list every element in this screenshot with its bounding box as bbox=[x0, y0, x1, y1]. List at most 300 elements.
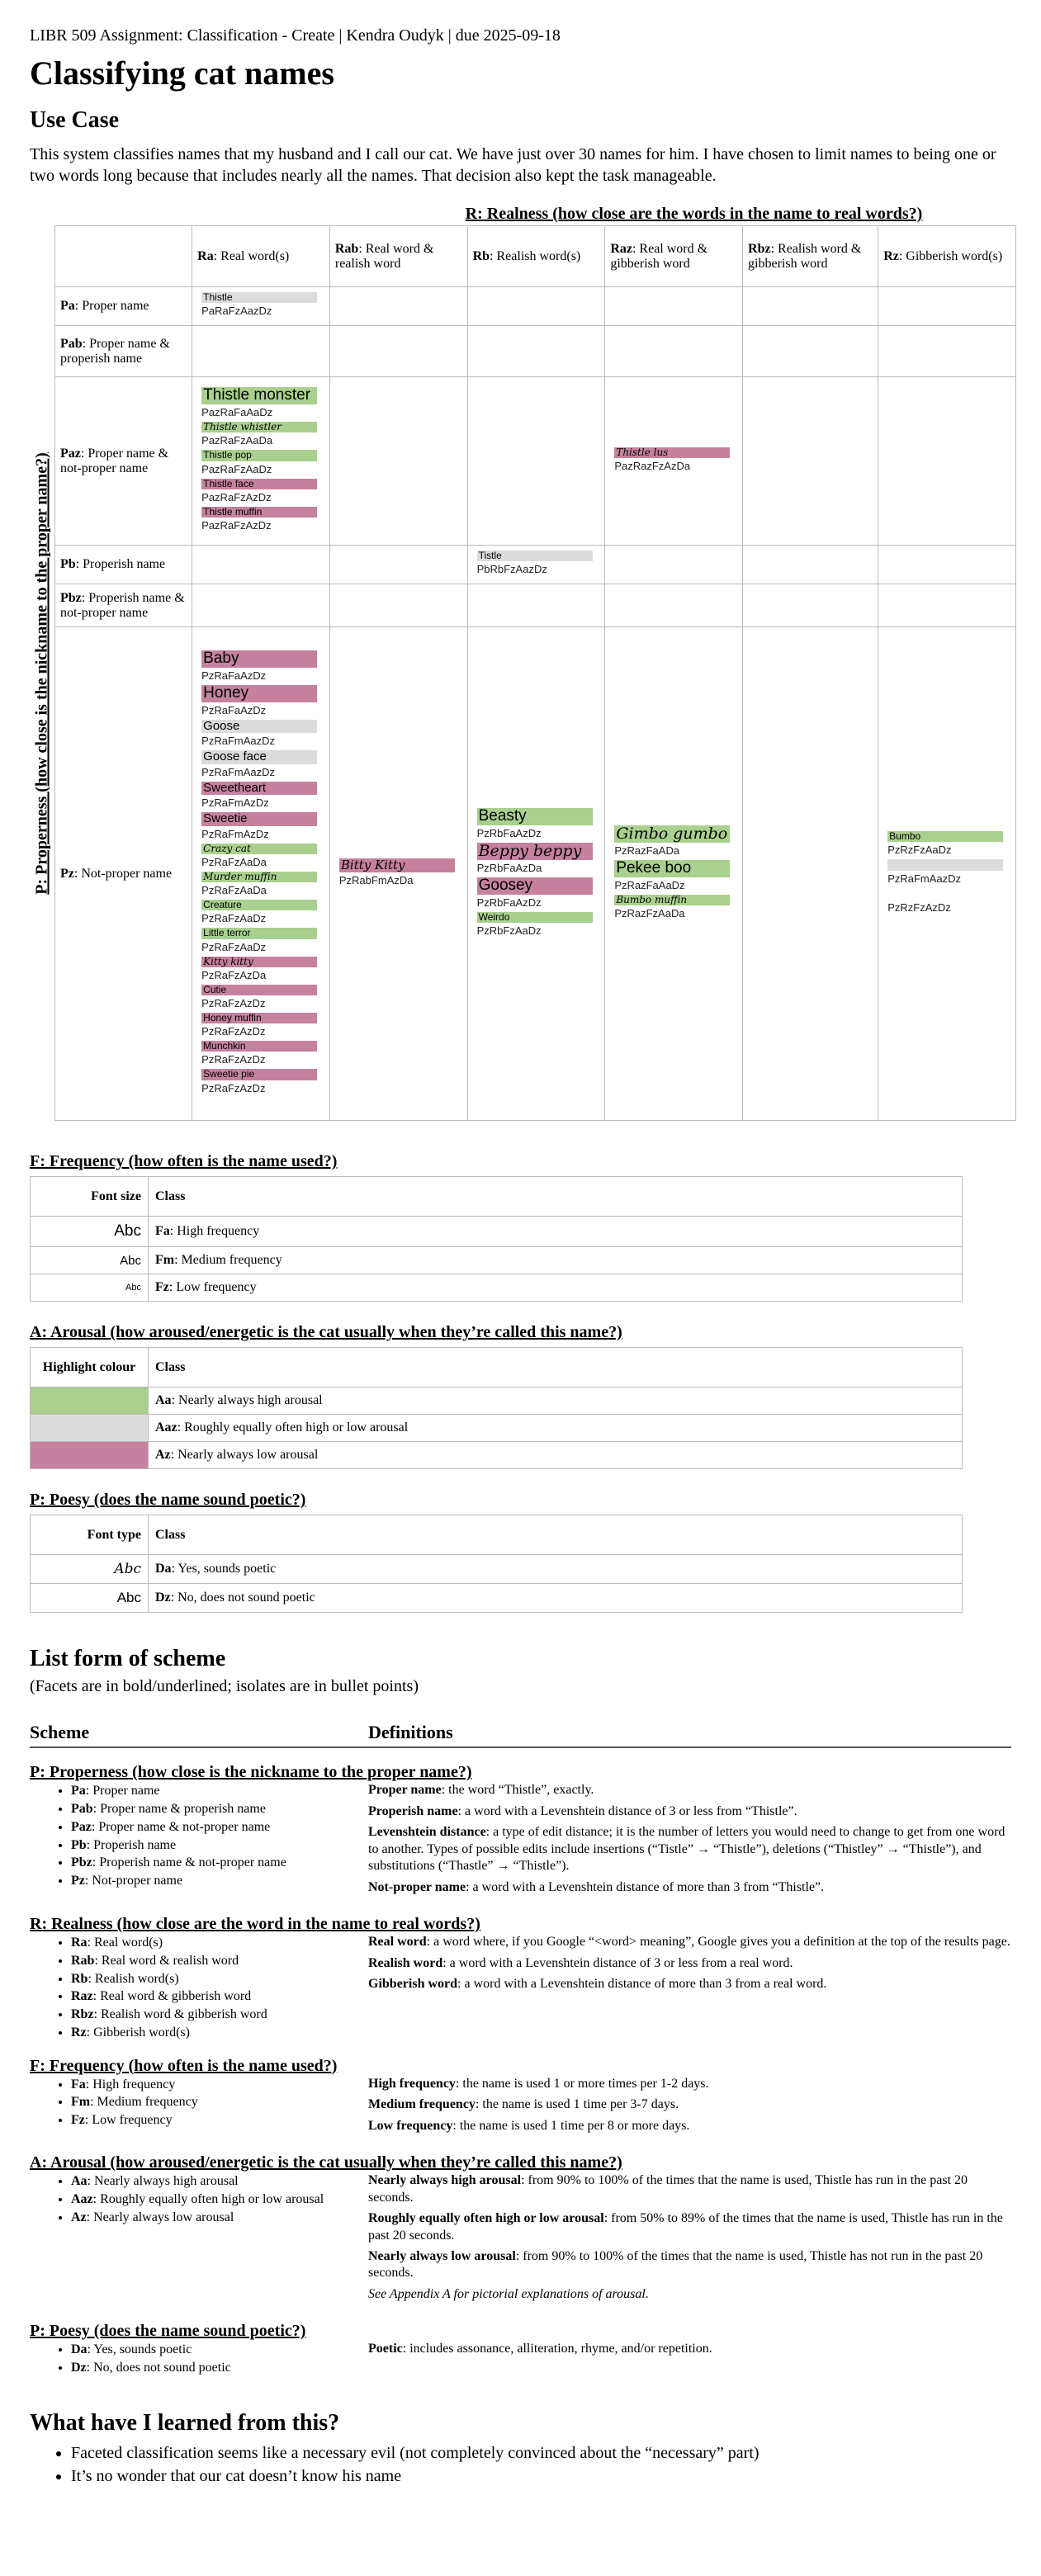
name-entry bbox=[201, 1069, 317, 1094]
name-code: PzRbFaAzDz bbox=[476, 826, 542, 839]
name-entry bbox=[201, 812, 317, 840]
name-code: PazRazFzAzDa bbox=[614, 459, 691, 472]
name-entry bbox=[201, 985, 317, 1009]
class-text: : Nearly always high arousal bbox=[171, 1393, 323, 1408]
grid-cell bbox=[329, 546, 467, 584]
grid-cell bbox=[467, 326, 605, 377]
class-code: Aa bbox=[155, 1393, 172, 1408]
cat-name: Kitty kitty bbox=[201, 957, 317, 967]
definition-text: : a word with a Levenshtein distance of more than 3 from “Thistle”. bbox=[466, 1879, 825, 1894]
name-code: PzRaFzAaDa bbox=[201, 884, 267, 897]
grid-cell bbox=[878, 627, 1016, 1121]
definition-term: Not-proper name bbox=[368, 1879, 466, 1894]
definition-term: Properish name bbox=[368, 1803, 458, 1818]
col-label: : Gibberish word(s) bbox=[898, 248, 1003, 263]
definition-text: : from 90% to 100% of the times that the name is used, Thistle has run in the past 20 seconds. bbox=[368, 2173, 968, 2205]
name-code: PzRaFzAzDz bbox=[201, 997, 266, 1010]
list-form-body bbox=[30, 1763, 1011, 2377]
row-header bbox=[55, 584, 192, 627]
isolate-item bbox=[71, 2191, 368, 2209]
name-entry bbox=[201, 387, 317, 418]
name-code: PzRzFzAzDz bbox=[887, 900, 951, 914]
frequency-legend bbox=[30, 1152, 1011, 1302]
name-entry bbox=[477, 877, 593, 909]
name-entry bbox=[201, 720, 317, 748]
definition-term: Roughly equally often high or low arousal bbox=[368, 2211, 604, 2226]
name-entry bbox=[201, 292, 317, 317]
isolate-item bbox=[71, 2341, 368, 2359]
name-code: PzRaFzAzDz bbox=[201, 1025, 266, 1038]
col-code: Rb bbox=[472, 248, 490, 263]
name-entry bbox=[887, 888, 1003, 914]
cat-name: Thistle bbox=[201, 292, 317, 303]
definition bbox=[368, 2210, 1011, 2244]
page-title: Classifying cat names bbox=[30, 54, 334, 92]
grid-cell bbox=[192, 546, 330, 584]
definition bbox=[368, 1934, 1011, 1950]
isolate-label: : Properish name & not-proper name bbox=[92, 1855, 286, 1870]
cat-name: Crazy cat bbox=[201, 844, 317, 854]
isolate-item bbox=[71, 2209, 368, 2227]
definition bbox=[368, 2286, 1011, 2303]
name-code: PzRaFzAaDa bbox=[201, 856, 267, 869]
isolate-label: : Low frequency bbox=[84, 2113, 173, 2128]
cat-name: Tistle bbox=[477, 551, 593, 561]
arousal-legend-table bbox=[30, 1347, 963, 1469]
isolate-label: : Gibberish word(s) bbox=[86, 2025, 190, 2040]
definition-list bbox=[368, 2341, 1011, 2377]
isolate-code: Da bbox=[71, 2342, 88, 2357]
cat-name: Honey bbox=[201, 685, 317, 702]
name-entry bbox=[477, 912, 593, 937]
definition bbox=[368, 1955, 1011, 1972]
isolate-code: Rz bbox=[71, 2025, 87, 2040]
definition bbox=[368, 2341, 1011, 2357]
cat-name: Goosey bbox=[477, 877, 593, 895]
grid-cell bbox=[878, 546, 1016, 584]
name-code: PzRazFzAaDa bbox=[614, 906, 685, 919]
learned-list bbox=[30, 2441, 1011, 2488]
isolate-list bbox=[30, 2341, 368, 2377]
cat-name: Bitty Kitty bbox=[339, 858, 455, 872]
assignment-header: LIBR 509 Assignment: Classification - Create | Kendra Oudyk | due 2025-09-18 bbox=[30, 26, 561, 45]
grid-cell bbox=[329, 584, 467, 627]
definition bbox=[368, 1803, 1011, 1820]
isolate-code: Pz bbox=[71, 1874, 85, 1888]
isolate-label: : Not-proper name bbox=[84, 1874, 183, 1888]
definition bbox=[368, 2118, 1011, 2134]
isolate-item bbox=[71, 2111, 368, 2129]
name-code: PzRaFzAaDz bbox=[201, 912, 267, 925]
learned-item: • It’s no wonder that our cat doesn’t know his name bbox=[71, 2465, 1011, 2488]
cat-name: Goose bbox=[201, 720, 317, 734]
grid-cell bbox=[605, 287, 743, 326]
cat-name: Thistle whistler bbox=[201, 422, 317, 432]
use-case-heading: Use Case bbox=[30, 107, 120, 133]
isolate-list bbox=[30, 1934, 368, 2042]
grid-cell bbox=[605, 627, 743, 1121]
legend-head-right: Class bbox=[149, 1348, 963, 1387]
name-code: PzRabFmAzDa bbox=[338, 873, 414, 886]
facet-row bbox=[30, 1782, 1011, 1900]
class-text: : No, does not sound poetic bbox=[170, 1591, 315, 1605]
facet-section bbox=[30, 2153, 1011, 2307]
list-form-subtitle: (Facets are in bold/underlined; isolates are in bullet points) bbox=[30, 1677, 419, 1696]
definition bbox=[368, 1976, 1011, 1992]
name-code: PazRaFzAaDz bbox=[201, 462, 272, 475]
cat-name bbox=[887, 859, 1003, 871]
isolate-label: : High frequency bbox=[85, 2077, 176, 2092]
isolate-label: : Roughly equally often high or low arousal bbox=[92, 2191, 324, 2206]
frequency-legend-table bbox=[30, 1176, 963, 1302]
arousal-legend bbox=[30, 1323, 1011, 1469]
cat-name: Murder muffin bbox=[201, 872, 317, 882]
grid-cell bbox=[467, 287, 605, 326]
name-code: PzRbFzAaDz bbox=[476, 924, 542, 937]
poesy-legend-table bbox=[30, 1515, 963, 1613]
grid-row-pab bbox=[55, 326, 1016, 377]
name-entry bbox=[477, 551, 593, 575]
isolate-item bbox=[71, 1970, 368, 1988]
isolate-item bbox=[71, 1854, 368, 1872]
definition-term: High frequency bbox=[368, 2076, 456, 2091]
isolate-list bbox=[30, 2172, 368, 2307]
arousal-legend-title: A: Arousal (how aroused/energetic is the cat usually when they’re called this name?) bbox=[30, 1323, 622, 1342]
cat-name: Weirdo bbox=[477, 912, 593, 923]
row-header bbox=[55, 377, 192, 546]
definition-term: Medium frequency bbox=[368, 2097, 476, 2112]
isolate-code: Ra bbox=[71, 1936, 88, 1950]
facet-title: R: Realness (how close are the word in the name to real words?) bbox=[30, 1915, 480, 1934]
grid-cell bbox=[329, 326, 467, 377]
definition-text: : includes assonance, alliteration, rhyme, and/or repetition. bbox=[402, 2342, 712, 2356]
learned-heading: What have I learned from this? bbox=[30, 2409, 340, 2436]
definition-text: : the name is used 1 or more times per 1-2 days. bbox=[455, 2076, 709, 2091]
isolate-list bbox=[30, 1782, 368, 1900]
row-header bbox=[55, 326, 192, 377]
isolate-item bbox=[71, 2076, 368, 2094]
isolate-code: Rb bbox=[71, 1971, 88, 1986]
name-entry bbox=[201, 844, 317, 868]
sample-small: Abc bbox=[31, 1274, 149, 1302]
class-code: Fz bbox=[155, 1280, 169, 1295]
isolate-code: Fm bbox=[71, 2095, 91, 2110]
isolate-item bbox=[71, 2172, 368, 2191]
name-code: PzRaFmAazDz bbox=[887, 872, 962, 885]
legend-head-left: Font type bbox=[31, 1515, 149, 1555]
definition-text: : the name is used 1 time per 3-7 days. bbox=[475, 2097, 679, 2112]
name-entry bbox=[201, 1013, 317, 1037]
definition bbox=[368, 1824, 1011, 1874]
row-header bbox=[55, 287, 192, 326]
list-form-columns bbox=[30, 1722, 1011, 1748]
grid-header-row bbox=[55, 226, 1016, 287]
name-code: PzRaFzAaDz bbox=[201, 940, 267, 953]
isolate-label: : Realish word & gibberish word bbox=[93, 2007, 267, 2022]
grid-cell bbox=[878, 326, 1016, 377]
name-code: PzRaFzAzDz bbox=[201, 1053, 266, 1066]
definition-list bbox=[368, 1782, 1011, 1900]
grid-cell bbox=[743, 326, 878, 377]
cat-name: Sweetie pie bbox=[201, 1069, 317, 1080]
name-entry bbox=[201, 750, 317, 778]
name-code: PzRaFaAzDz bbox=[201, 669, 267, 683]
name-entry bbox=[201, 650, 317, 682]
definition-text: : the name is used 1 time per 8 or more days. bbox=[452, 2118, 690, 2133]
classification-grid bbox=[30, 225, 1011, 1121]
name-code: PzRazFaAaDz bbox=[614, 878, 685, 891]
grid-cell bbox=[329, 377, 467, 546]
definition-term: Real word bbox=[368, 1935, 427, 1950]
class-text: : Yes, sounds poetic bbox=[171, 1562, 277, 1576]
name-entry bbox=[201, 479, 317, 503]
row-label: : Proper name bbox=[74, 299, 149, 314]
properness-axis-title: P: Properness (how close is the nickname to the proper name?) bbox=[32, 451, 51, 895]
swatch-green bbox=[31, 1387, 149, 1415]
cat-name: Thistle lus bbox=[614, 447, 730, 458]
facet-title: P: Poesy (does the name sound poetic?) bbox=[30, 2322, 306, 2341]
class-code: Fa bbox=[155, 1224, 170, 1239]
class-text: : High frequency bbox=[169, 1224, 260, 1239]
row-code: Pa bbox=[60, 299, 75, 314]
isolate-code: Aaz bbox=[71, 2191, 93, 2206]
realness-axis-title: R: Realness (how close are the words in the name to real words?) bbox=[465, 205, 923, 223]
cat-name: Bumbo bbox=[887, 831, 1003, 842]
row-code: Paz bbox=[60, 446, 81, 461]
name-entry bbox=[201, 928, 317, 952]
sample-large: Abc bbox=[31, 1217, 149, 1247]
cat-name: Bumbo muffin bbox=[614, 895, 730, 905]
class-code: Da bbox=[155, 1562, 172, 1576]
isolate-item bbox=[71, 1818, 368, 1836]
definition-text: : from 50% to 89% of the times that the name is used, Thistle has run in the past 20 seconds. bbox=[368, 2211, 1003, 2243]
cat-name: Beppy beppy bbox=[477, 843, 593, 860]
grid-cell bbox=[878, 377, 1016, 546]
isolate-code: Pb bbox=[71, 1837, 87, 1852]
cat-name: Beasty bbox=[477, 808, 593, 825]
facet-section bbox=[30, 2057, 1011, 2139]
isolate-item bbox=[71, 2359, 368, 2377]
definition-term: Poetic bbox=[368, 2342, 403, 2356]
properness-axis bbox=[30, 225, 54, 1121]
name-entry bbox=[614, 447, 730, 472]
definition-term: Nearly always low arousal bbox=[368, 2248, 516, 2263]
grid-cell bbox=[743, 584, 878, 627]
facet-row bbox=[30, 2076, 1011, 2139]
row-label: : Not-proper name bbox=[73, 866, 173, 881]
scheme-column-title: Scheme bbox=[30, 1722, 90, 1743]
grid-cell bbox=[878, 287, 1016, 326]
col-code: Rab bbox=[334, 241, 359, 256]
isolate-item bbox=[71, 2006, 368, 2024]
grid-cell bbox=[743, 287, 878, 326]
isolate-code: Dz bbox=[71, 2361, 87, 2375]
isolate-item bbox=[71, 1988, 368, 2006]
name-code: PzRaFaAzDz bbox=[201, 703, 267, 716]
grid-cell bbox=[605, 377, 743, 546]
row-label: : Proper name & not-proper name bbox=[60, 446, 169, 475]
grid-cell bbox=[192, 627, 330, 1121]
definition-term: Gibberish word bbox=[368, 1977, 458, 1992]
grid-cell bbox=[467, 546, 605, 584]
isolate-label: : Real word & realish word bbox=[94, 1953, 239, 1968]
name-code: PzRbFaAzDa bbox=[476, 861, 542, 874]
definition-term: Realish word bbox=[368, 1955, 443, 1970]
cat-name: Thistle monster bbox=[201, 387, 317, 404]
facet-section bbox=[30, 2322, 1011, 2377]
isolate-code: Paz bbox=[71, 1819, 92, 1834]
isolate-code: Rab bbox=[71, 1953, 95, 1968]
grid-row-pa bbox=[55, 287, 1016, 326]
name-code: PzRaFmAazDz bbox=[201, 765, 276, 778]
name-code: PzRazFaADa bbox=[614, 844, 680, 857]
isolate-code: Raz bbox=[71, 1989, 93, 2004]
grid-cell bbox=[605, 584, 743, 627]
name-code: PzRaFmAzDz bbox=[201, 796, 269, 810]
row-code: Pz bbox=[60, 866, 74, 881]
name-entry bbox=[477, 843, 593, 874]
name-code: PazRaFaAaDz bbox=[201, 406, 273, 419]
grid-cell bbox=[192, 584, 330, 627]
col-header bbox=[743, 226, 878, 287]
name-code: PzRzFzAaDz bbox=[887, 843, 952, 856]
isolate-label: : Yes, sounds poetic bbox=[87, 2342, 192, 2357]
grid-row-paz bbox=[55, 377, 1016, 546]
name-entry bbox=[614, 860, 730, 891]
isolate-code: Fz bbox=[71, 2113, 85, 2128]
class-text: : Low frequency bbox=[168, 1280, 257, 1295]
col-header bbox=[329, 226, 467, 287]
use-case-text: This system classifies names that my husband and I call our cat. We have just over 30 names for him. I have chosen to limit names to being one or two words long because that includes nearly all the names. That decision also kept the task manageable. bbox=[30, 145, 996, 185]
row-header bbox=[55, 546, 192, 584]
learned-item: • Faceted classification seems like a necessary evil (not completely convinced about the “necessary” part) bbox=[71, 2441, 1011, 2465]
class-text: : Roughly equally often high or low arousal bbox=[177, 1420, 409, 1435]
name-code: PzRaFzAzDa bbox=[201, 968, 267, 981]
name-entry bbox=[887, 831, 1003, 856]
isolate-item bbox=[71, 1934, 368, 1952]
grid-row-pz bbox=[55, 627, 1016, 1121]
grid-corner bbox=[55, 226, 192, 287]
definition bbox=[368, 2076, 1011, 2092]
row-code: Pb bbox=[60, 557, 76, 572]
name-code: PzRaFmAzDz bbox=[201, 827, 269, 840]
definition-term: Low frequency bbox=[368, 2118, 453, 2133]
facet-section bbox=[30, 1763, 1011, 1900]
grid-cell bbox=[467, 377, 605, 546]
isolate-label: : Properish name bbox=[86, 1837, 177, 1852]
legend-head-right: Class bbox=[149, 1515, 963, 1555]
grid-cell bbox=[605, 546, 743, 584]
grid-table bbox=[54, 225, 1016, 1121]
definition-list bbox=[368, 1934, 1011, 2042]
class-code: Dz bbox=[155, 1591, 171, 1605]
cat-name: Cutie bbox=[201, 985, 317, 995]
isolate-code: Rbz bbox=[71, 2007, 94, 2022]
row-label: : Proper name & properish name bbox=[60, 336, 170, 366]
name-entry bbox=[201, 507, 317, 532]
definition bbox=[368, 2096, 1011, 2113]
definition-list bbox=[368, 2076, 1011, 2139]
isolate-code: Az bbox=[71, 2210, 87, 2224]
row-code: Pab bbox=[60, 336, 83, 351]
grid-row-pbz bbox=[55, 584, 1016, 627]
name-entry bbox=[201, 957, 317, 981]
name-entry bbox=[201, 450, 317, 475]
class-code: Aaz bbox=[155, 1420, 177, 1435]
name-code: PazRaFzAzDz bbox=[201, 519, 272, 532]
grid-cell bbox=[192, 377, 330, 546]
col-label: : Real word(s) bbox=[213, 248, 290, 263]
isolate-item bbox=[71, 1952, 368, 1970]
poesy-legend-title: P: Poesy (does the name sound poetic?) bbox=[30, 1491, 306, 1510]
name-code: PazRaFzAzDz bbox=[201, 490, 272, 503]
isolate-code: Pa bbox=[71, 1784, 86, 1798]
definition-text: : the word “Thistle”, exactly. bbox=[441, 1783, 594, 1798]
col-header bbox=[605, 226, 743, 287]
grid-cell bbox=[743, 377, 878, 546]
definitions-column-title: Definitions bbox=[368, 1722, 453, 1743]
isolate-item bbox=[71, 2024, 368, 2042]
legend-head-left: Highlight colour bbox=[31, 1348, 149, 1387]
list-form-heading: List form of scheme bbox=[30, 1646, 226, 1672]
definition-text: : a word where, if you Google “<word> meaning”, Google gives you a definition at the top of the results page. bbox=[426, 1935, 1010, 1950]
facet-row bbox=[30, 2172, 1011, 2307]
isolate-label: : Medium frequency bbox=[90, 2095, 198, 2110]
name-entry bbox=[614, 895, 730, 919]
definition-term: Levenshtein distance bbox=[368, 1825, 486, 1840]
swatch-pink bbox=[31, 1442, 149, 1469]
grid-cell bbox=[467, 627, 605, 1121]
row-header bbox=[55, 627, 192, 1121]
facet-title: F: Frequency (how often is the name used?) bbox=[30, 2056, 338, 2075]
grid-cell bbox=[329, 627, 467, 1121]
class-text: : Medium frequency bbox=[174, 1253, 282, 1268]
legend-head-left: Font size bbox=[31, 1177, 149, 1217]
grid-cell bbox=[329, 287, 467, 326]
row-code: Pbz bbox=[60, 590, 82, 605]
col-header bbox=[878, 226, 1016, 287]
class-code: Fm bbox=[155, 1253, 175, 1268]
isolate-code: Fa bbox=[71, 2077, 86, 2092]
class-code: Az bbox=[155, 1448, 171, 1463]
grid-cell bbox=[878, 584, 1016, 627]
isolate-label: : Nearly always high arousal bbox=[87, 2174, 239, 2189]
name-code: PazRaFzAaDa bbox=[201, 434, 273, 447]
isolate-label: : Proper name & properish name bbox=[92, 1802, 266, 1817]
swatch-gray bbox=[31, 1415, 149, 1442]
cat-name: Sweetie bbox=[201, 812, 317, 826]
name-entry bbox=[887, 859, 1003, 885]
isolate-label: : Real word & gibberish word bbox=[92, 1989, 252, 2004]
isolate-code: Aa bbox=[71, 2174, 88, 2189]
cat-name: Thistle pop bbox=[201, 450, 317, 461]
cat-name: Pekee boo bbox=[614, 860, 730, 877]
name-entry bbox=[339, 858, 455, 886]
sample-not-poetic: Abc bbox=[31, 1584, 149, 1613]
name-code: PbRbFzAazDz bbox=[476, 563, 547, 576]
row-label: : Properish name & not-proper name bbox=[60, 590, 185, 620]
grid-cell bbox=[743, 546, 878, 584]
grid-cell bbox=[743, 627, 878, 1121]
name-entry bbox=[201, 1041, 317, 1066]
name-entry bbox=[201, 422, 317, 447]
facet-row bbox=[30, 1934, 1011, 2042]
isolate-item bbox=[71, 1800, 368, 1818]
cat-name: Munchkin bbox=[201, 1041, 317, 1052]
col-header bbox=[192, 226, 330, 287]
name-entry bbox=[477, 808, 593, 839]
row-label: : Properish name bbox=[75, 557, 166, 572]
